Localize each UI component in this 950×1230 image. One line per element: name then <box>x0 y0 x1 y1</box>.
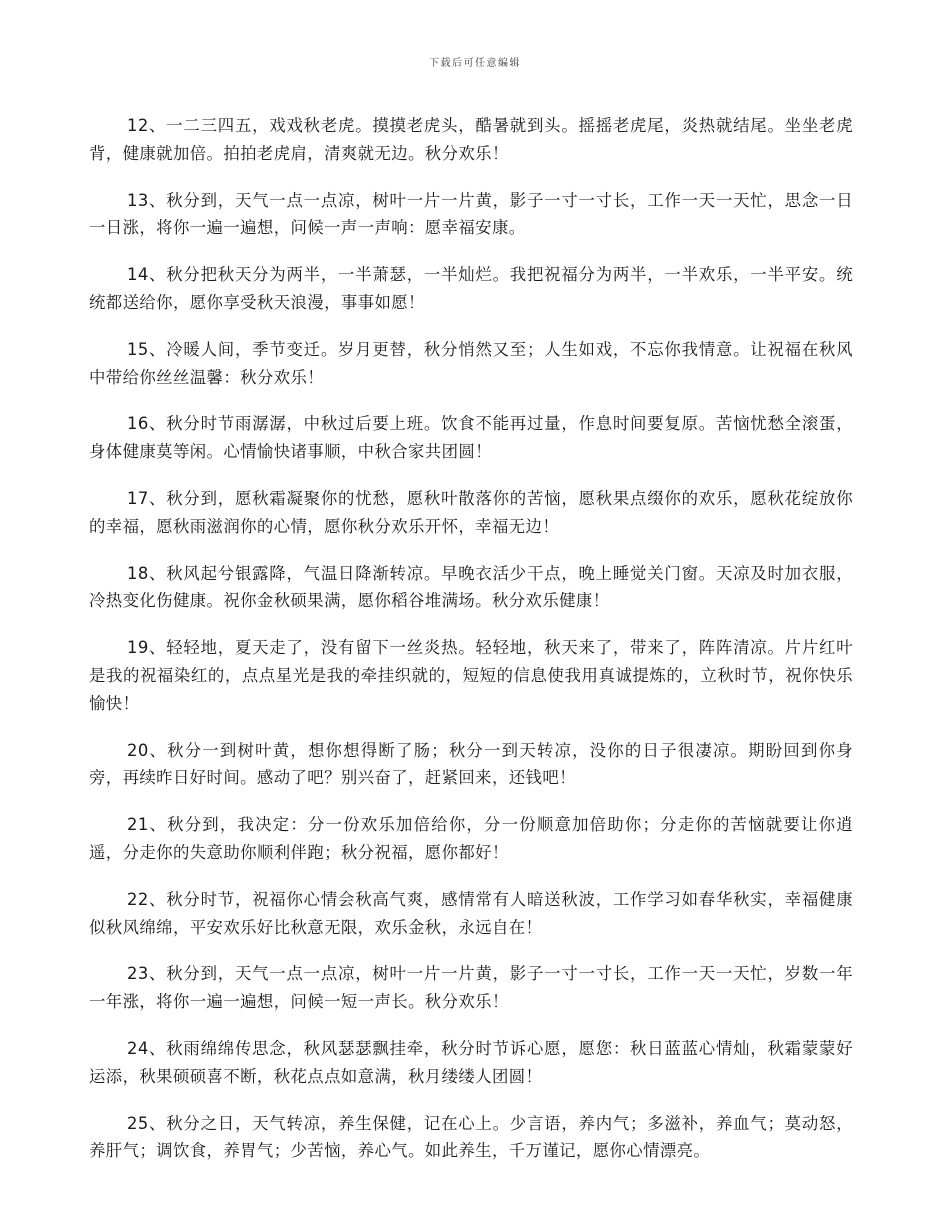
paragraph-25: 25、秋分之日，天气转凉，养生保健，记在心上。少言语，养内气；多滋补，养血气；莫动怒，养肝气；调饮食，养胃气；少苦恼，养心气。如此养生，千万谨记，愿你心情漂亮。 <box>89 1113 853 1161</box>
document-body <box>89 112 853 1184</box>
paragraph-18: 18、秋风起兮银露降，气温日降渐转凉。早晚衣活少干点，晚上睡觉关门窗。天凉及时加衣服，冷热变化伤健康。祝你金秋硕果满，愿你稻谷堆满场。秋分欢乐健康！ <box>89 563 853 611</box>
paragraph-21: 21、秋分到，我决定：分一份欢乐加倍给你，分一份顺意加倍助你；分走你的苦恼就要让你逍遥，分走你的失意助你顺利伴跑；秋分祝福，愿你都好！ <box>89 815 853 862</box>
paragraph-19: 19、轻轻地，夏天走了，没有留下一丝炎热。轻轻地，秋天来了，带来了，阵阵清凉。片片红叶是我的祝福染红的，点点星光是我的牵挂织就的，短短的信息使我用真诚提炼的，立秋时节，祝你快乐愉快！ <box>89 638 853 713</box>
paragraph-17: 17、秋分到，愿秋霜凝聚你的忧愁，愿秋叶散落你的苦恼，愿秋果点缀你的欢乐，愿秋花绽放你的幸福，愿秋雨滋润你的心情，愿你秋分欢乐开怀，幸福无边！ <box>89 488 853 536</box>
paragraph-24: 24、秋雨绵绵传思念，秋风瑟瑟飘挂牵，秋分时节诉心愿，愿您：秋日蓝蓝心情灿，秋霜蒙蒙好运添，秋果硕硕喜不断，秋花点点如意满，秋月缕缕人团圆！ <box>89 1038 853 1086</box>
paragraph-13: 13、秋分到，天气一点一点凉，树叶一片一片黄，影子一寸一寸长，工作一天一天忙，思念一日一日涨，将你一遍一遍想，问候一声一声响：愿幸福安康。 <box>89 190 853 238</box>
paragraph-22: 22、秋分时节，祝福你心情会秋高气爽，感情常有人暗送秋波，工作学习如春华秋实，幸福健康似秋风绵绵，平安欢乐好比秋意无限，欢乐金秋，永远自在！ <box>89 889 853 937</box>
paragraph-15: 15、冷暖人间，季节变迁。岁月更替，秋分悄然又至；人生如戏，不忘你我情意。让祝福在秋风中带给你丝丝温馨：秋分欢乐！ <box>89 339 853 387</box>
paragraph-20: 20、秋分一到树叶黄，想你想得断了肠；秋分一到天转凉，没你的日子很凄凉。期盼回到你身旁，再续昨日好时间。感动了吧？别兴奋了，赶紧回来，还钱吧！ <box>89 740 853 788</box>
paragraph-16: 16、秋分时节雨潺潺，中秋过后要上班。饮食不能再过量，作息时间要复原。苦恼忧愁全滚蛋，身体健康莫等闲。心情愉快诸事顺，中秋合家共团圆！ <box>89 414 853 462</box>
paragraph-14: 14、秋分把秋天分为两半，一半萧瑟，一半灿烂。我把祝福分为两半，一半欢乐，一半平安。统统都送给你，愿你享受秋天浪漫，事事如愿！ <box>89 265 853 312</box>
paragraph-12: 12、一二三四五，戏戏秋老虎。摸摸老虎头，酷暑就到头。摇摇老虎尾，炎热就结尾。坐坐老虎背，健康就加倍。拍拍老虎肩，清爽就无边。秋分欢乐！ <box>89 116 853 163</box>
paragraph-23: 23、秋分到，天气一点一点凉，树叶一片一片黄，影子一寸一寸长，工作一天一天忙，岁数一年一年涨，将你一遍一遍想，问候一短一声长。秋分欢乐！ <box>89 964 853 1012</box>
page-header: 下载后可任意编辑 <box>429 58 521 69</box>
